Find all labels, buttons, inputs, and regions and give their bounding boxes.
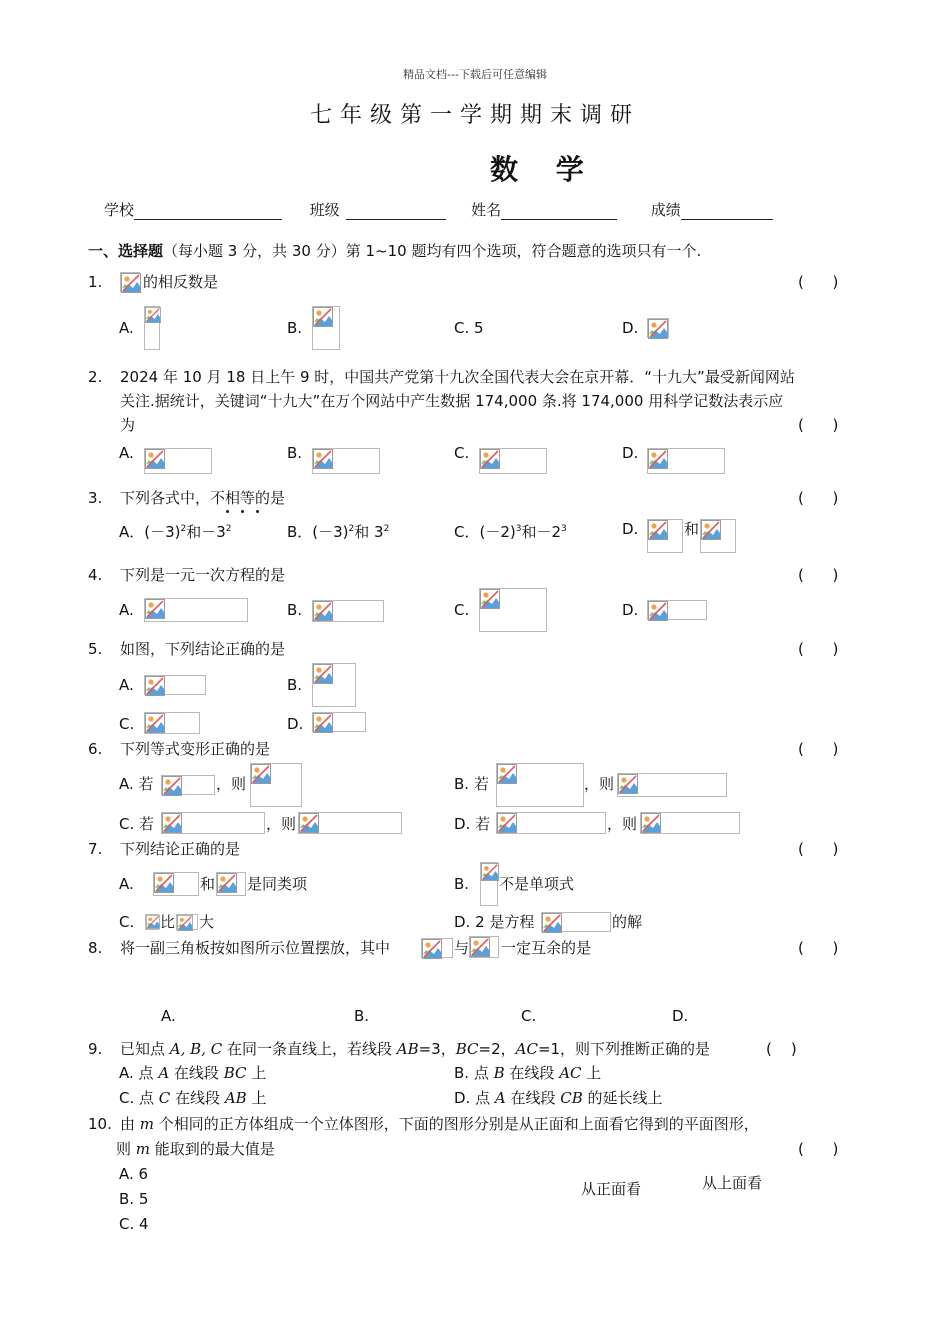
q6-answer-paren: ( ) [798,740,839,758]
q7-option-d-end: 的解 [612,913,643,931]
q3-option-a: A．$(-3)^2$和$-3^2$ [119,523,232,541]
q7-text: 下列结论正确的是 [120,840,241,858]
q6-option-a-image2 [250,763,302,807]
q8-text: 将一副三角板按如图所示位置摆放，其中 [120,939,391,957]
q6-option-d-pre: D. 若 [454,815,491,833]
school-label: 学校 [104,201,135,219]
q9-option-c: C. 点 C 在线段 AB 上 [119,1089,267,1107]
q5-option-d: D. [287,715,304,733]
section-desc: （每小题 3 分，共 30 分）第 1~10 题均有四个选项，符合题意的选项只有一个. [163,242,702,260]
q6-option-b-image1 [496,763,584,807]
q6-option-d-then: ，则 [607,815,638,833]
q9-number: 9. [88,1040,103,1058]
q4-option-c-image [479,588,547,632]
q2-line2: 关注.据统计，关键词“十九大”在万个网站中产生数据 174,000 条.将 174,000 用科学记数法表示应 [120,392,784,410]
q7-option-a-and: 和 [200,875,216,893]
q1-text: 的相反数是 [143,273,219,291]
emphasis-dot [256,510,259,513]
emphasis-dot [241,510,244,513]
q3-option-d-image2 [700,519,736,553]
q9-text: 已知点 A, B, C 在同一条直线上，若线段 AB=3，BC=2，AC=1，则下列推断正确的是 [120,1040,711,1058]
q3-option-c: C．$(-2)^3$和$-2^3$ [454,523,567,541]
q9-answer-paren: ( ) [766,1040,797,1058]
q6-option-c-image1 [161,812,265,834]
q9-option-a: A. 点 A 在线段 BC 上 [119,1064,267,1082]
q1-option-a: A. [119,319,134,337]
q4-option-d: D. [622,601,639,619]
q6-option-d-image2 [640,812,740,834]
q2-option-c: C. [454,444,470,462]
q5-option-c-image [144,712,200,734]
q9-option-d: D. 点 A 在线段 CB 的延长线上 [454,1089,663,1107]
q6-option-b-then: ，则 [584,775,615,793]
name-field[interactable] [501,203,617,220]
q2-option-b-image [312,448,380,474]
q5-option-b: B. [287,676,303,694]
q5-option-a-image [144,675,206,695]
q10-line2: 则 m 能取到的最大值是 [116,1140,275,1158]
q4-option-c: C. [454,601,470,619]
q10-option-a: A. 6 [119,1165,149,1183]
q6-option-d-image1 [496,812,606,834]
q2-option-b: B. [287,444,303,462]
q10-number: 10. [88,1115,112,1133]
q8-text-end: 一定互余的是 [501,939,592,957]
q7-option-a-image2 [216,872,246,896]
q7-option-c-end: 大 [199,913,215,931]
emphasis-dot [226,510,229,513]
q6-option-c-image2 [298,812,402,834]
q8-number: 8. [88,939,103,957]
q6-option-a-pre: A. 若 [119,775,154,793]
q8-option-d: D. [672,1007,689,1025]
q5-answer-paren: ( ) [798,640,839,658]
q3-number: 3. [88,489,103,507]
q3-option-b: B．$(-3)^2$和 $3^2$ [287,523,390,541]
q1-option-d-image [647,318,669,338]
q1-option-d: D. [622,319,639,337]
q10-top-view-label: 从上面看 [702,1174,763,1192]
q4-option-a-image [144,598,248,622]
header-note: 精品文档---下载后可任意编辑 [403,68,547,81]
q5-option-b-image [312,663,356,707]
q5-option-c: C. [119,715,135,733]
q5-option-a: A. [119,676,134,694]
q7-option-c-image2 [176,914,198,930]
page-title: 七年级第一学期期末调研 [309,103,640,128]
q4-text: 下列是一元一次方程的是 [120,566,286,584]
q5-text: 如图，下列结论正确的是 [120,640,286,658]
q6-option-b-image2 [617,773,727,797]
q7-option-a-end: 是同类项 [247,875,308,893]
q7-option-c-than: 比 [160,913,176,931]
q4-option-b: B. [287,601,303,619]
section-title: 一、选择题 [88,242,164,260]
q7-option-c: C. [119,913,135,931]
q9-option-b: B. 点 B 在线段 AC 上 [454,1064,602,1082]
q7-option-b-end: 不是单项式 [499,875,575,893]
score-label: 成绩 [650,201,681,219]
q3-option-d-and: 和 [684,520,700,538]
name-label: 姓名 [471,201,502,219]
q8-angle-image2 [469,936,499,958]
q8-option-a: A. [161,1007,176,1025]
q2-option-d-image [647,448,725,474]
q6-option-b-pre: B. 若 [454,775,489,793]
q6-text: 下列等式变形正确的是 [120,740,271,758]
q1-answer-paren: ( ) [798,273,839,291]
q7-option-c-image1 [145,914,159,930]
q2-line3: 为 [120,416,136,434]
q10-front-view-label: 从正面看 [581,1180,642,1198]
class-label: 班级 [309,201,340,219]
q7-option-b: B. [454,875,470,893]
q7-option-a-image1 [153,872,199,896]
q6-option-a-image1 [161,775,215,795]
q8-option-b: B. [354,1007,370,1025]
score-field[interactable] [681,203,773,220]
q2-number: 2. [88,368,103,386]
q2-option-d: D. [622,444,639,462]
q2-option-c-image [479,448,547,474]
q7-number: 7. [88,840,103,858]
q1-option-c: C. 5 [454,319,484,337]
q10-line1: 由 m 个相同的正方体组成一个立体图形，下面的图形分别是从正面和上面看它得到的平面图形， [120,1115,759,1133]
q7-option-a: A. [119,875,134,893]
q6-option-a-then: ，则 [216,775,247,793]
q3-option-d-image1 [647,519,683,553]
q2-answer-paren: ( ) [798,416,839,434]
q1-math-image [120,272,140,292]
q3-text: 下列各式中，不相等的是 [120,489,286,507]
class-field[interactable] [346,203,446,220]
q10-answer-paren: ( ) [798,1140,839,1158]
q8-angle-image1 [421,938,453,958]
q6-option-c-pre: C. 若 [119,815,155,833]
q6-number: 6. [88,740,103,758]
q4-option-d-image [647,600,707,620]
section-heading [88,241,701,261]
q4-answer-paren: ( ) [798,566,839,584]
q3-option-d: D. [622,520,639,538]
q7-option-b-image [480,862,498,906]
info-row [104,200,773,220]
q3-answer-paren: ( ) [798,489,839,507]
q1-option-a-image [144,306,160,350]
q1-number: 1. [88,273,103,291]
q2-option-a-image [144,448,212,474]
q10-option-b: B. 5 [119,1190,149,1208]
q4-option-b-image [312,600,384,622]
q7-answer-paren: ( ) [798,840,839,858]
q7-option-d-image [541,912,611,932]
q7-option-d: D. 2 是方程 [454,913,535,931]
q4-number: 4. [88,566,103,584]
q6-option-c-then: ，则 [266,815,297,833]
q8-answer-paren: ( ) [798,939,839,957]
q8-text-and: 与 [454,939,470,957]
q1-option-b: B. [287,319,303,337]
q10-option-c: C. 4 [119,1215,149,1233]
q5-number: 5. [88,640,103,658]
q5-option-d-image [312,712,366,732]
q8-option-c: C. [521,1007,537,1025]
school-field[interactable] [134,203,282,220]
q2-option-a: A. [119,444,134,462]
q1-option-b-image [312,306,340,350]
q4-option-a: A. [119,601,134,619]
subject-title: 数 学 [490,153,598,186]
q2-line1: 2024 年 10 月 18 日上午 9 时，中国共产党第十九次全国代表大会在京开幕．“十九大”最受新闻网站 [120,368,795,386]
